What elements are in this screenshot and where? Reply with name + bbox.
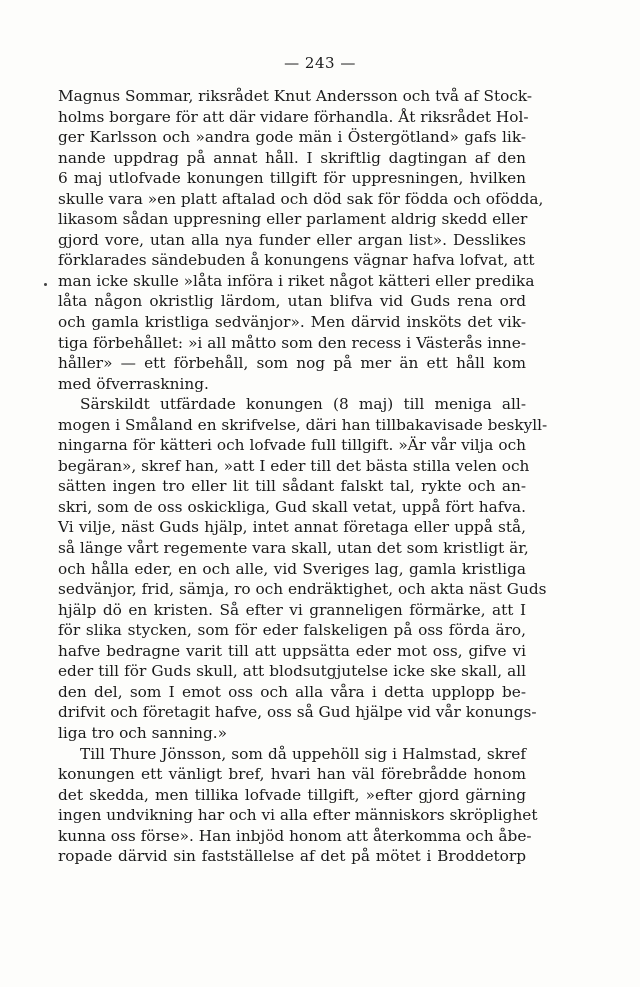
paragraph-first-line: Till Thure Jönsson, som då uppehöll sig i Halmstad, skref bbox=[80, 744, 526, 763]
text-line: mogen i Småland en skrifvelse, däri han tillbakavisade beskyll- bbox=[58, 415, 548, 434]
text-line: låta någon okristlig lärdom, utan blifva vid Guds rena ord bbox=[58, 292, 526, 311]
text-line: ger Karlsson och »andra gode män i Östergötland» gafs lik- bbox=[58, 128, 526, 147]
margin-mark bbox=[44, 283, 47, 286]
text-line: med öfverraskning. bbox=[58, 374, 209, 393]
text-line: håller» — ett förbehåll, som nog på mer än ett håll kom bbox=[58, 354, 526, 373]
text-line: sedvänjor, frid, sämja, ro och endräktighet, och akta näst Guds bbox=[58, 580, 547, 599]
body-text bbox=[58, 86, 548, 867]
text-line: kunna oss förse». Han inbjöd honom att återkomma och åbe- bbox=[58, 826, 532, 845]
text-line: holms borgare för att där vidare förhandla. Åt riksrådet Hol- bbox=[58, 107, 529, 126]
text-line: gjord vore, utan alla nya funder eller argan list». Desslikes bbox=[58, 230, 526, 249]
text-line: så länge vårt regemente vara skall, utan det som kristligt är, bbox=[58, 539, 529, 558]
text-line: man icke skulle »låta införa i riket något kätteri eller predika bbox=[58, 271, 535, 290]
text-line: ningarna för kätteri och lofvade full tillgift. »Är vår vilja och bbox=[58, 436, 526, 455]
text-line: och hålla eder, en och alle, vid Sveriges lag, gamla kristliga bbox=[58, 559, 526, 578]
text-line: för slika stycken, som för eder falskeligen på oss förda äro, bbox=[58, 621, 526, 640]
text-line: och gamla kristliga sedvänjor». Men därvid insköts det vik- bbox=[58, 313, 526, 332]
text-line: liga tro och sanning.» bbox=[58, 723, 228, 742]
text-line: likasom sådan uppresning eller parlament aldrig skedd eller bbox=[58, 210, 528, 229]
text-line: ropade därvid sin fastställelse af det på mötet i Broddetorp bbox=[58, 847, 526, 866]
text-line: Vi vilje, näst Guds hjälp, intet annat företaga eller uppå stå, bbox=[58, 518, 526, 537]
text-line: eder till för Guds skull, att blodsutgjutelse icke ske skall, all bbox=[58, 662, 526, 681]
text-line: den del, som I emot oss och alla våra i detta upplopp be- bbox=[58, 682, 526, 701]
text-line: sätten ingen tro eller lit till sådant falskt tal, rykte och an- bbox=[58, 477, 526, 496]
paragraph-first-line: Särskildt utfärdade konungen (8 maj) till meniga all- bbox=[80, 395, 526, 414]
text-line: drifvit och företagit hafve, oss så Gud hjälpe vid vår konungs- bbox=[58, 703, 537, 722]
text-line: nande uppdrag på annat håll. I skriftlig dagtingan af den bbox=[58, 148, 526, 167]
text-line: det skedda, men tillika lofvade tillgift, »efter gjord gärning bbox=[58, 785, 526, 804]
text-line: hafve bedragne varit till att uppsätta eder mot oss, gifve vi bbox=[58, 641, 526, 660]
text-line: ingen undvikning har och vi alla efter människors skröplighet bbox=[58, 806, 538, 825]
text-line: 6 maj utlofvade konungen tillgift för uppresningen, hvilken bbox=[58, 169, 526, 188]
text-line: tiga förbehållet: »i all måtto som den recess i Västerås inne- bbox=[58, 333, 526, 352]
text-line: skri, som de oss oskickliga, Gud skall vetat, uppå fört hafva. bbox=[58, 497, 526, 516]
text-line: konungen ett vänligt bref, hvari han väl förebrådde honom bbox=[58, 765, 526, 784]
text-line: Magnus Sommar, riksrådet Knut Andersson och två af Stock- bbox=[58, 87, 533, 105]
text-line: hjälp dö en kristen. Så efter vi granneligen förmärke, att I bbox=[58, 600, 526, 619]
text-line: skulle vara »en platt aftalad och död sak för födda och ofödda, bbox=[58, 189, 544, 208]
text-line: förklarades sändebuden å konungens vägnar hafva lofvat, att bbox=[58, 251, 535, 270]
page-number: — 243 — bbox=[284, 54, 356, 72]
text-line: begäran», skref han, »att I eder till det bästa stilla velen och bbox=[58, 456, 530, 475]
